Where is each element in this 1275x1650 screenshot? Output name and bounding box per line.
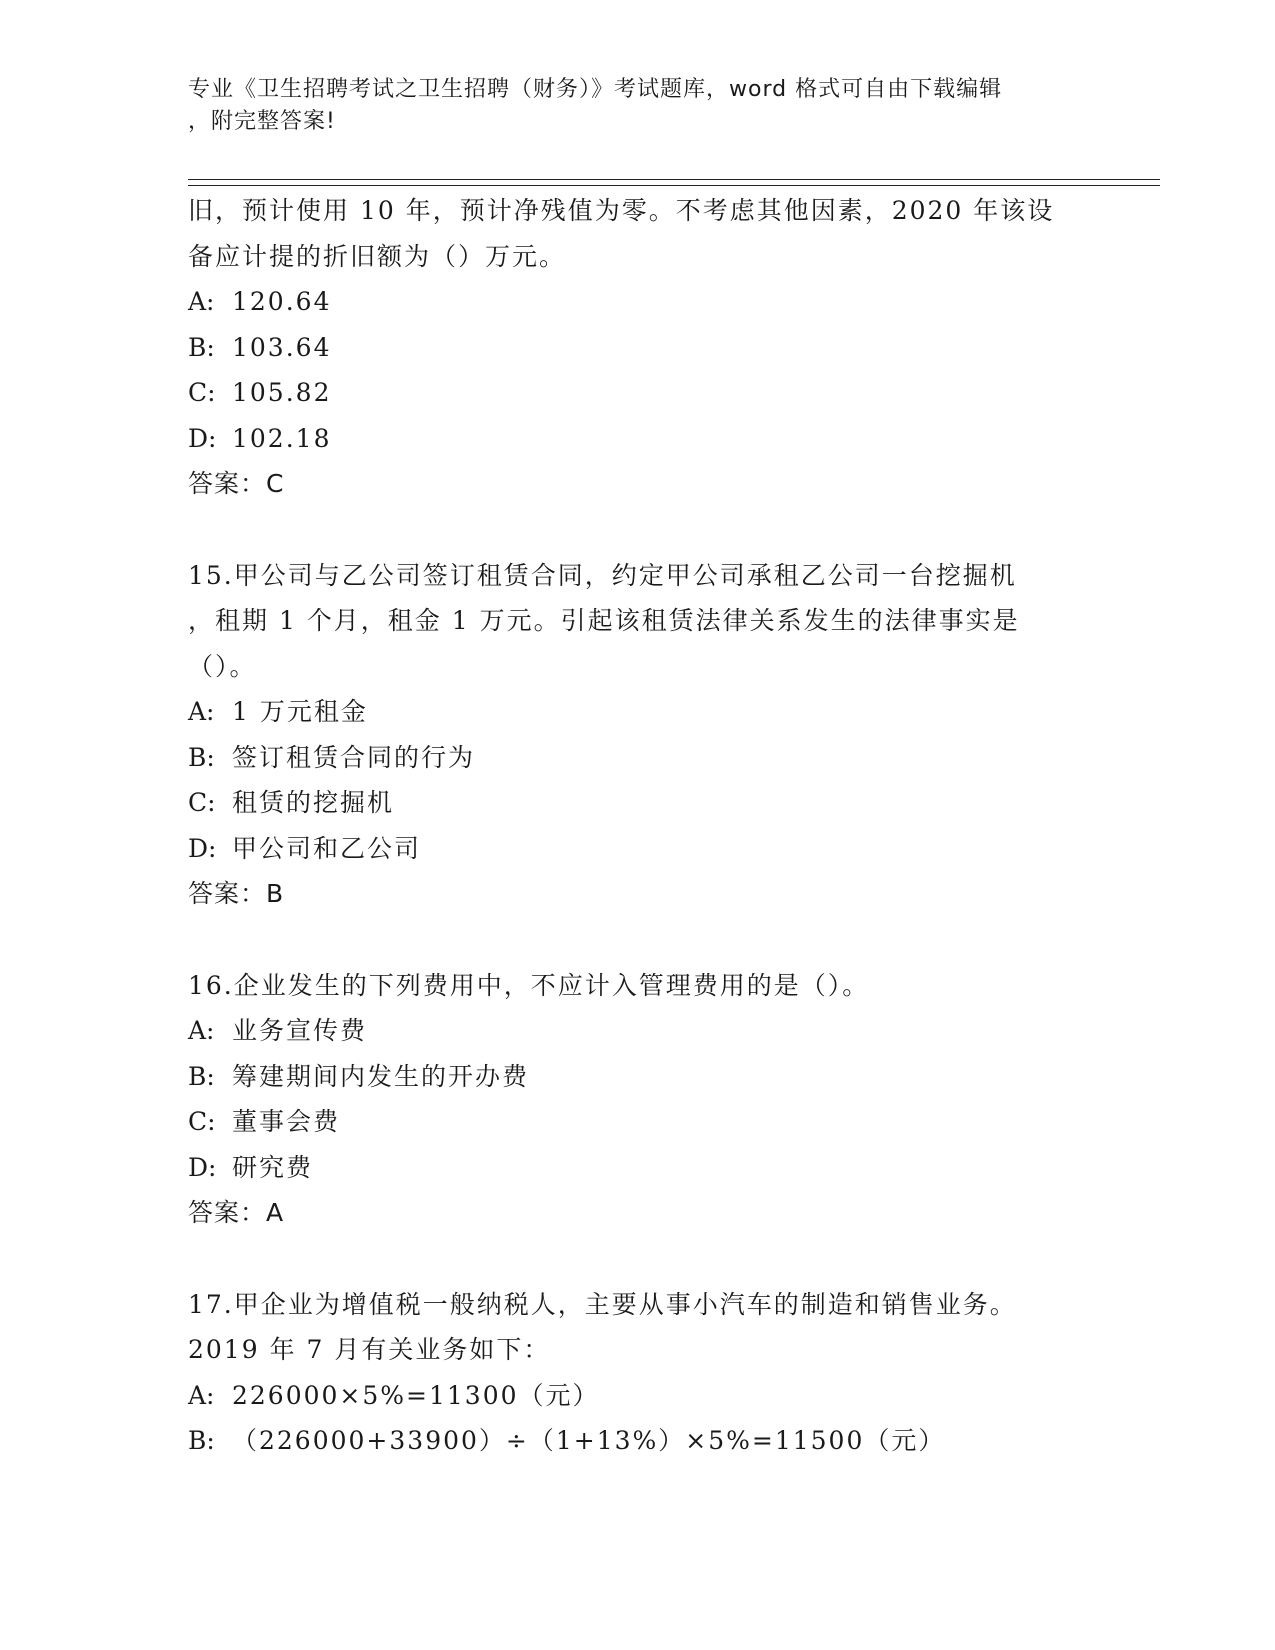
option-b: [188, 735, 1088, 781]
option-text: 业务宣传费: [232, 1016, 368, 1045]
question-17: [188, 1282, 1088, 1464]
option-text: （226000+33900）÷（1+13%）×5%=11500（元）: [232, 1426, 946, 1455]
option-a: [188, 1008, 1088, 1054]
option-c: [188, 370, 1088, 416]
spacer: [188, 507, 1088, 553]
option-d: [188, 826, 1088, 872]
option-text: 102.18: [232, 423, 332, 453]
option-text: 226000×5%=11300（元）: [232, 1380, 600, 1410]
option-letter: B:: [188, 742, 215, 772]
question-16: [188, 963, 1088, 1236]
option-letter: D:: [188, 423, 217, 453]
option-text: 1 万元租金: [232, 697, 368, 726]
answer-line: 答案：A: [188, 1198, 285, 1227]
option-letter: A:: [188, 697, 215, 726]
header-line-1: 专业《卫生招聘考试之卫生招聘（财务）》考试题库，word 格式可自由下载编辑: [188, 77, 1003, 102]
header-line-2: ，附完整答案!: [188, 109, 336, 134]
question-text-line: 17.甲企业为增值税一般纳税人，主要从事小汽车的制造和销售业务。: [188, 1289, 1017, 1319]
question-text-line: 旧，预计使用 10 年，预计净残值为零。不考虑其他因素，2020 年该设: [188, 196, 1055, 225]
option-a: [188, 1373, 1088, 1419]
option-letter: C:: [188, 378, 216, 407]
option-text: 研究费: [232, 1152, 314, 1182]
document-header: [188, 74, 1088, 138]
header-divider-bottom: [188, 185, 1160, 186]
option-text: 105.82: [232, 378, 332, 407]
question-14: [188, 188, 1088, 507]
option-d: [188, 1145, 1088, 1191]
question-text-line: ，租期 1 个月，租金 1 万元。引起该租赁法律关系发生的法律事实是: [188, 606, 1020, 635]
question-text-line: 15.甲公司与乙公司签订租赁合同，约定甲公司承租乙公司一台挖掘机: [188, 560, 1017, 590]
option-text: 董事会费: [232, 1107, 341, 1136]
option-c: [188, 780, 1088, 826]
question-content: [188, 188, 1088, 1464]
answer-line: 答案：C: [188, 469, 285, 498]
option-b: [188, 325, 1088, 371]
option-text: 103.64: [232, 332, 332, 362]
question-text-line: 2019 年 7 月有关业务如下：: [188, 1335, 551, 1364]
option-text: 签订租赁合同的行为: [232, 742, 476, 772]
option-text: 筹建期间内发生的开办费: [232, 1061, 530, 1091]
option-letter: C:: [188, 1107, 216, 1136]
option-a: [188, 279, 1088, 325]
option-letter: C:: [188, 788, 216, 817]
option-b: [188, 1418, 1088, 1464]
option-letter: B:: [188, 1061, 215, 1091]
header-divider-top: [188, 179, 1160, 180]
question-15: [188, 553, 1088, 917]
option-b: [188, 1054, 1088, 1100]
question-text-line: 备应计提的折旧额为（）万元。: [188, 241, 567, 271]
option-text: 甲公司和乙公司: [232, 833, 422, 863]
spacer: [188, 1236, 1088, 1282]
option-letter: D:: [188, 833, 217, 863]
option-a: [188, 689, 1088, 735]
spacer: [188, 917, 1088, 963]
option-c: [188, 1099, 1088, 1145]
option-letter: B:: [188, 332, 215, 362]
option-letter: A:: [188, 1016, 215, 1045]
option-letter: A:: [188, 287, 215, 316]
option-d: [188, 416, 1088, 462]
option-text: 租赁的挖掘机: [232, 788, 395, 817]
option-text: 120.64: [232, 287, 332, 316]
question-text-line: 16.企业发生的下列费用中，不应计入管理费用的是（）。: [188, 970, 870, 1000]
question-text-line: （）。: [188, 651, 257, 681]
answer-line: 答案：B: [188, 879, 285, 908]
option-letter: A:: [188, 1380, 215, 1410]
option-letter: B:: [188, 1426, 215, 1455]
option-letter: D:: [188, 1152, 217, 1182]
